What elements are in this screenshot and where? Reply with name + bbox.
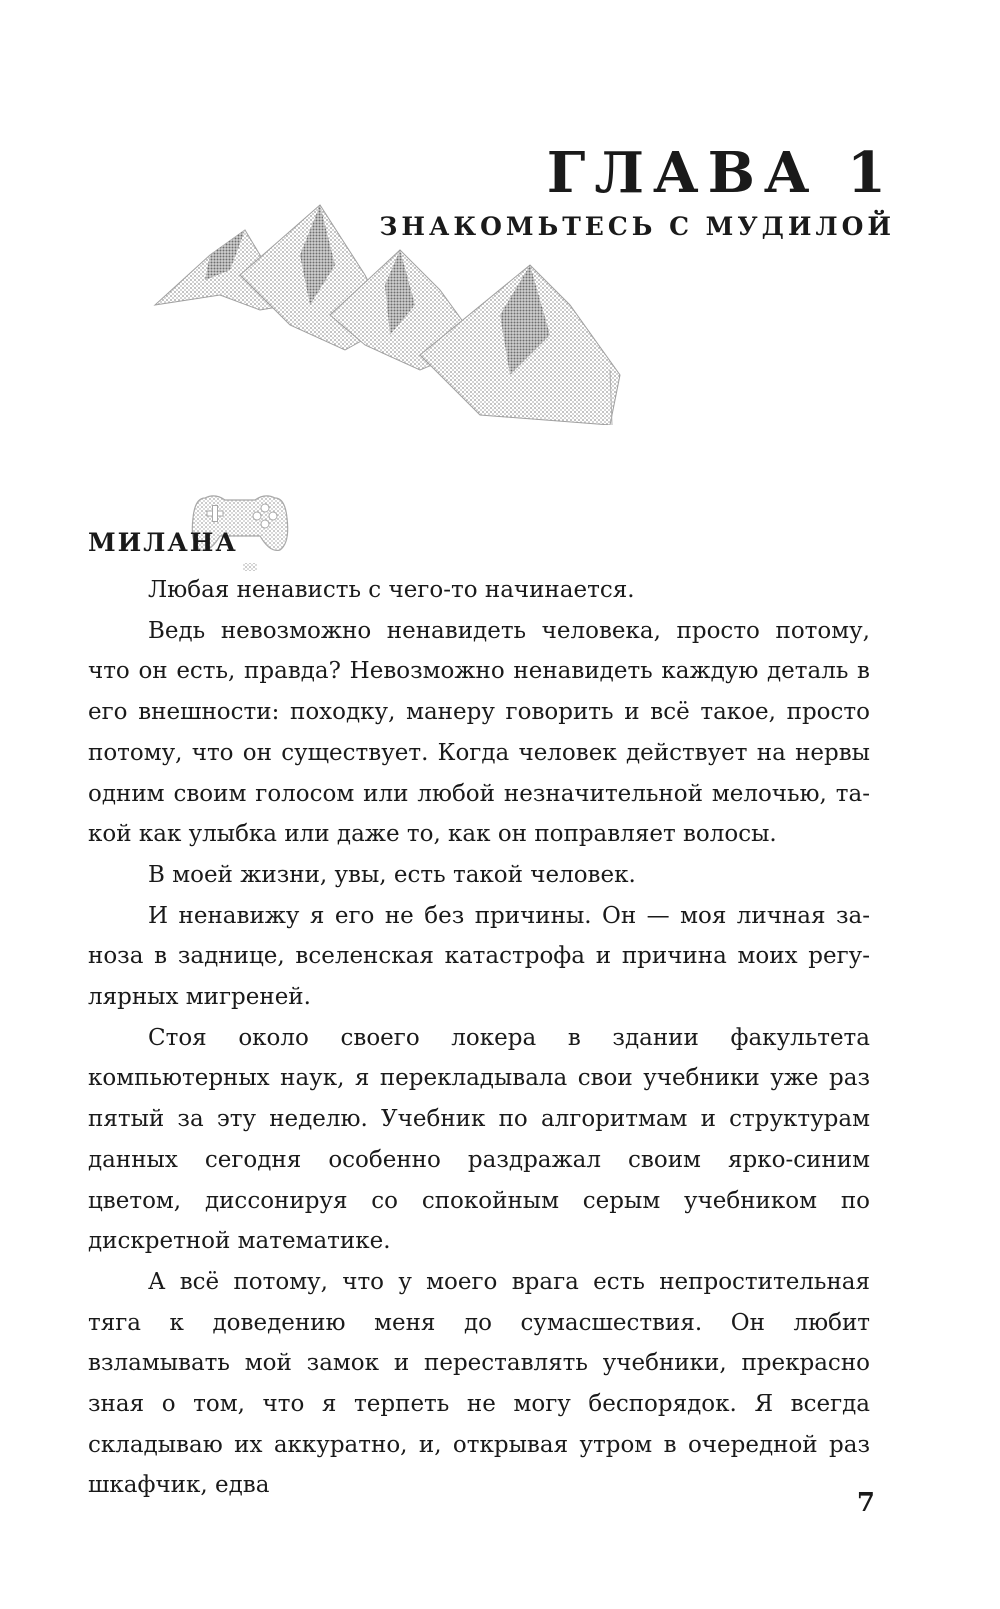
gamepad-icon [185, 478, 295, 573]
paragraph: И ненавижу я его не без причины. Он — моя личная заноза в заднице, вселенская катастрофа и причина моих регулярных мигреней. [88, 902, 870, 1011]
mountains-illustration [150, 195, 630, 425]
chapter-body [88, 570, 870, 1506]
paragraph: Стоя около своего локера в здании факультета компьютерных наук, я перекладывала свои учебники уже раз пятый за эту неделю. Учебник по алгоритмам и структурам данных сегодня особенно раздражал своим ярко-синим цветом, диссонируя со спокойным серым учебником по дискретной математике. [88, 1024, 870, 1255]
page-number: 7 [856, 1488, 875, 1518]
paragraph: Любая ненависть с чего-то начинается. [148, 577, 635, 603]
chapter-subtitle: ЗНАКОМЬТЕСЬ С МУДИЛОЙ [379, 212, 895, 241]
paragraph: Ведь невозможно ненавидеть человека, просто потому, что он есть, правда? Невозможно ненавидеть каждую деталь в его внешности: походку, манеру говорить и всё такое, просто потому, что он существует. Когда человек действует на нервы одним своим голосом или любой незначительной мелочью, такой как улыбка или даже то, как он поправляет волосы. [88, 617, 870, 848]
narrator-heading: МИЛАНА [88, 528, 238, 557]
chapter-title: ГЛАВА 1 [546, 140, 895, 206]
paragraph: А всё потому, что у моего врага есть непростительная тяга к доведению меня до сумасшествия. Он любит взламывать мой замок и переставлять учебники, прекрасно зная о том, что я терпеть не могу беспорядок. Я всегда складываю их аккуратно, и, открывая утром в очередной раз шкафчик, едва [88, 1268, 870, 1499]
paragraph: В моей жизни, увы, есть такой человек. [148, 861, 636, 888]
